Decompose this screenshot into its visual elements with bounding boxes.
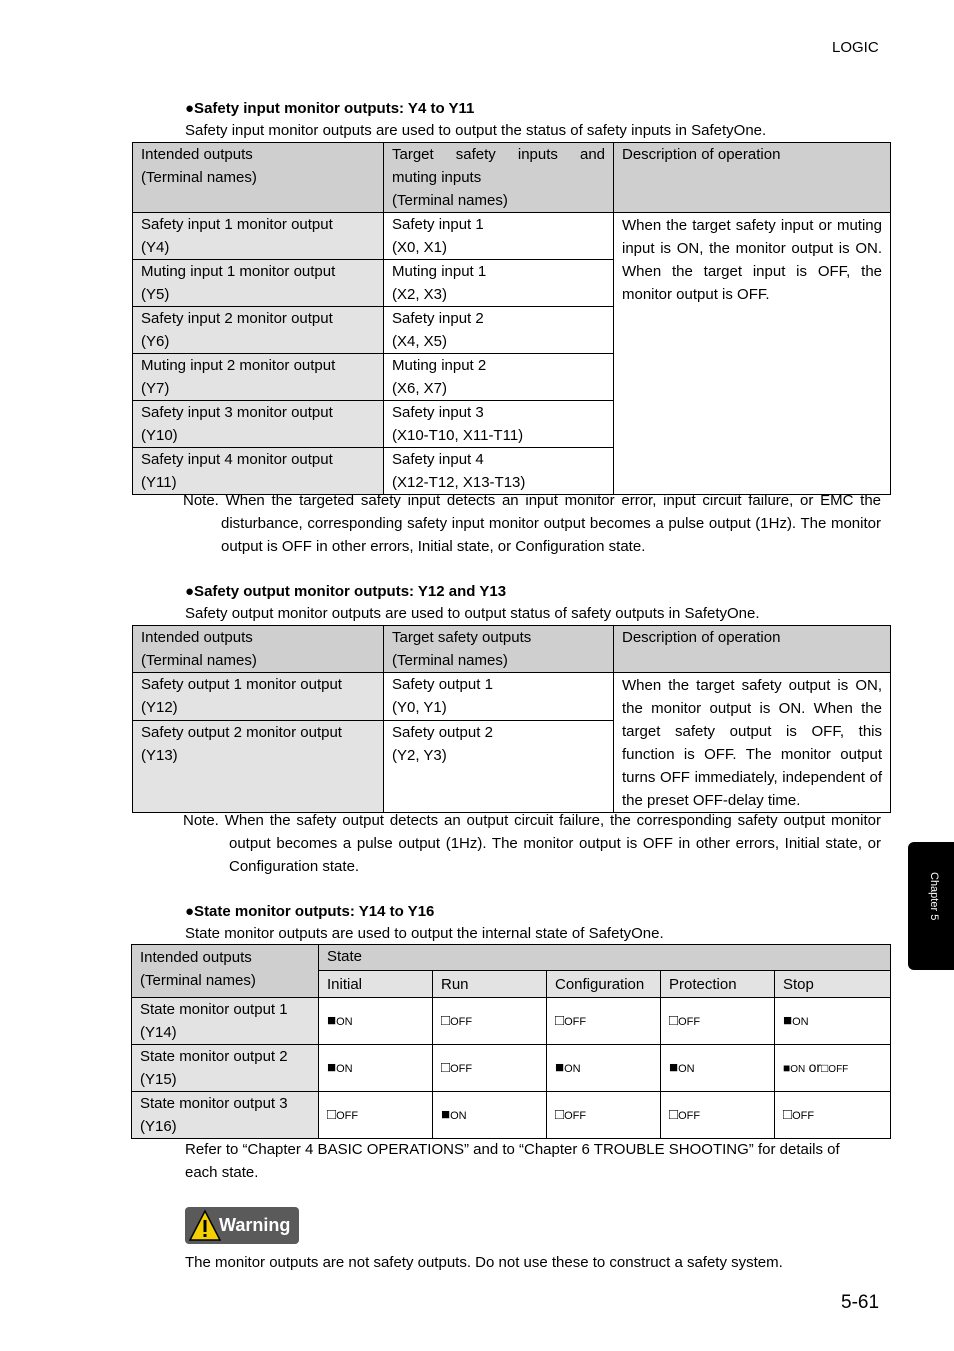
state-cell: □OFF	[547, 998, 661, 1045]
header-intended-outputs	[132, 945, 319, 998]
output-terminal: (Y10)	[141, 427, 178, 444]
output-terminal: (Y16)	[140, 1118, 177, 1135]
table-row	[132, 1092, 891, 1139]
header-state-stop: Stop	[775, 971, 891, 998]
input-name: Muting input 1	[392, 263, 487, 280]
header-text: Target safety outputs	[392, 629, 532, 646]
state-cell: □OFF	[433, 1045, 547, 1092]
input-terminal: (X4, X5)	[392, 333, 448, 350]
input-name: Muting input 2	[392, 357, 487, 374]
header-text: Intended outputs	[140, 949, 252, 966]
header-text: Description of operation	[622, 146, 781, 163]
state-cell: □OFF	[547, 1092, 661, 1139]
output-name: State monitor output 1	[140, 1001, 288, 1018]
output-terminal: (Y5)	[141, 286, 170, 303]
header-state	[319, 945, 891, 971]
state-cell: □OFF	[661, 1092, 775, 1139]
section-title-state-monitor: ●State monitor outputs: Y14 to Y16	[185, 903, 435, 920]
header-text: (Terminal names)	[392, 652, 508, 669]
section-intro-safety-input-monitor: Safety input monitor outputs are used to output the status of safety inputs in SafetyOne.	[185, 122, 767, 139]
section-title-safety-output-monitor: ●Safety output monitor outputs: Y12 and Y13	[185, 583, 507, 600]
refer-text: Refer to “Chapter 4 BASIC OPERATIONS” and to “Chapter 6 TROUBLE SHOOTING” for details of each state.	[185, 1141, 840, 1181]
warning-icon	[188, 1209, 222, 1242]
header-text: (Terminal names)	[392, 192, 508, 209]
output-name: Safety input 3 monitor output	[141, 404, 333, 421]
header-text: Intended outputs	[141, 146, 253, 163]
state-cell: ■ON	[775, 998, 891, 1045]
section-intro-state-monitor: State monitor outputs are used to output the internal state of SafetyOne.	[185, 925, 664, 942]
header-text: (Terminal names)	[141, 652, 257, 669]
input-terminal: (Y0, Y1)	[392, 699, 447, 716]
header-text: State	[327, 948, 363, 965]
output-name: Muting input 1 monitor output	[141, 263, 336, 280]
warning-badge	[185, 1207, 299, 1244]
output-terminal: (Y12)	[141, 699, 178, 716]
input-name: Safety input 2	[392, 310, 484, 327]
input-terminal: (X6, X7)	[392, 380, 448, 397]
header-text: (Terminal names)	[141, 169, 257, 186]
output-terminal: (Y13)	[141, 746, 178, 764]
input-terminal: (Y2, Y3)	[392, 746, 447, 764]
state-cell: ■ON	[547, 1045, 661, 1092]
output-name: Safety input 2 monitor output	[141, 310, 333, 327]
header-description	[614, 143, 891, 213]
state-cell: ■ON	[319, 998, 433, 1045]
state-cell: □OFF	[319, 1092, 433, 1139]
output-terminal: (Y4)	[141, 239, 170, 256]
output-name: Safety input 1 monitor output	[141, 216, 333, 233]
header-target-outputs	[384, 626, 614, 673]
operation-description: When the target safety input or muting input is ON, the monitor output is ON. When the target input is OFF, the monitor output is OFF.	[622, 217, 882, 303]
input-name: Safety output 1	[392, 676, 493, 693]
output-name: Safety output 2 monitor output	[141, 723, 342, 741]
safety-output-monitor-table	[132, 625, 891, 813]
warning-text: The monitor outputs are not safety outputs. Do not use these to construct a safety system.	[185, 1254, 783, 1271]
note-first-line: Note. When the targeted safety input detects an input monitor error, input circuit failure, or EMC the	[183, 492, 881, 509]
output-name: State monitor output 3	[140, 1095, 288, 1112]
input-terminal: (X2, X3)	[392, 286, 448, 303]
state-cell: ■ON	[661, 1045, 775, 1092]
header-text: Target safety inputs and	[392, 146, 605, 163]
input-terminal: (X12-T12, X13-T13)	[392, 474, 526, 491]
chapter-tab	[908, 842, 954, 970]
header-intended-outputs	[133, 143, 384, 213]
header-target-inputs	[384, 143, 614, 213]
table-row	[133, 213, 891, 260]
output-name: Muting input 2 monitor output	[141, 357, 336, 374]
section-intro-safety-output-monitor: Safety output monitor outputs are used to output status of safety outputs in SafetyOne.	[185, 605, 760, 622]
output-terminal: (Y11)	[141, 474, 177, 491]
header-state-initial: Initial	[319, 971, 433, 998]
output-terminal: (Y14)	[140, 1024, 177, 1041]
input-name: Safety input 1	[392, 216, 484, 233]
input-terminal: (X0, X1)	[392, 239, 448, 256]
output-terminal: (Y15)	[140, 1071, 177, 1088]
note-continuation: disturbance, corresponding safety input monitor output becomes a pulse output (1Hz). The monitor output is OFF in other errors, Initial state, or Configuration state.	[221, 515, 881, 555]
warning-label: Warning	[219, 1215, 291, 1235]
state-monitor-table	[131, 944, 891, 1139]
header-text: muting inputs	[392, 169, 482, 186]
output-terminal: (Y6)	[141, 333, 170, 350]
safety-input-monitor-table	[132, 142, 891, 495]
note-safety-input	[183, 489, 881, 558]
page-number: 5-61	[841, 1292, 880, 1313]
state-cell: ■ON	[319, 1045, 433, 1092]
header-description	[614, 626, 891, 673]
state-cell: ■ON	[433, 1092, 547, 1139]
table-row	[132, 998, 891, 1045]
chapter-tab-label: Chapter 5	[928, 872, 940, 921]
header-state-configuration: Configuration	[547, 971, 661, 998]
header-text: (Terminal names)	[140, 972, 256, 989]
header-intended-outputs	[133, 626, 384, 673]
input-terminal: (X10-T10, X11-T11)	[392, 427, 524, 444]
input-name: Safety output 2	[392, 723, 493, 741]
header-state-protection: Protection	[661, 971, 775, 998]
note-continuation: output becomes a pulse output (1Hz). The monitor output is OFF in other errors, Initial state, or Configuration state.	[229, 835, 881, 875]
output-name: Safety output 1 monitor output	[141, 676, 342, 693]
table-row	[133, 673, 891, 721]
note-safety-output	[183, 809, 881, 878]
page-header-section: LOGIC	[832, 39, 879, 56]
table-row	[132, 1045, 891, 1092]
header-text: Intended outputs	[141, 629, 253, 646]
input-name: Safety input 4	[392, 451, 484, 468]
header-text: Description of operation	[622, 629, 781, 646]
input-name: Safety input 3	[392, 404, 484, 421]
note-first-line: Note. When the safety output detects an output circuit failure, the corresponding safety output monitor	[183, 812, 881, 829]
section-title-safety-input-monitor: ●Safety input monitor outputs: Y4 to Y11	[185, 100, 475, 117]
operation-description: When the target safety output is ON, the monitor output is ON. When the target safety output is OFF, this function is OFF. The monitor output turns OFF immediately, independent of the preset OFF-delay time.	[622, 677, 882, 809]
state-cell: □OFF	[433, 998, 547, 1045]
output-terminal: (Y7)	[141, 380, 170, 397]
output-name: State monitor output 2	[140, 1048, 288, 1065]
state-cell: □OFF	[775, 1092, 891, 1139]
header-state-run: Run	[433, 971, 547, 998]
state-cell: □OFF	[661, 998, 775, 1045]
state-cell: ■ON or□OFF	[775, 1045, 891, 1092]
output-name: Safety input 4 monitor output	[141, 451, 333, 468]
